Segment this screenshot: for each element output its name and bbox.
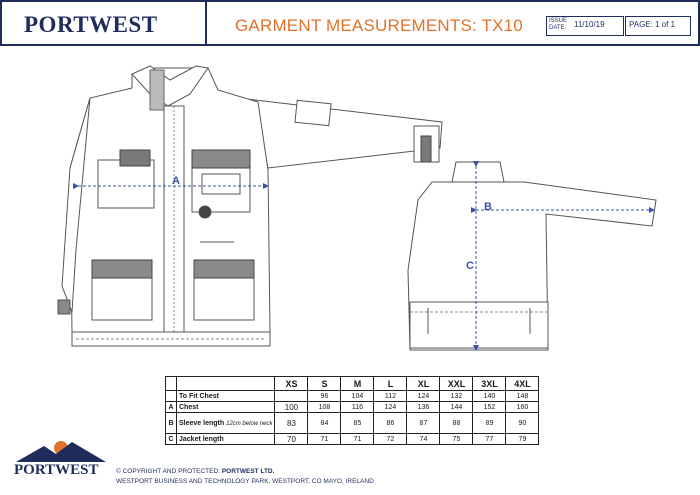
table-cell: 136 <box>407 402 440 413</box>
table-cell: 84 <box>308 413 341 434</box>
page-number-box <box>625 16 691 36</box>
label-b: B <box>484 201 492 213</box>
row-letter: B <box>166 413 177 434</box>
address: WESTPORT BUSINESS AND TECHNOLOGY PARK, WESTPORT, CO MAYO, IRELAND <box>116 478 374 485</box>
table-cell: 75 <box>440 434 473 445</box>
page-title: GARMENT MEASUREMENTS: TX10 <box>235 16 523 35</box>
issue-date-box <box>546 16 624 36</box>
brand-logo: PORTWEST <box>24 12 158 37</box>
table-cell: 86 <box>374 413 407 434</box>
table-cell: 74 <box>407 434 440 445</box>
table-row <box>166 434 539 445</box>
table-cell: 100 <box>275 402 308 413</box>
table-cell: 90 <box>506 413 539 434</box>
size-header: XS <box>275 377 308 391</box>
table-cell: 144 <box>440 402 473 413</box>
mountain-icon <box>14 436 108 464</box>
size-header: XXL <box>440 377 473 391</box>
size-chart-table <box>165 376 539 445</box>
garment-drawing <box>0 50 700 370</box>
size-header: M <box>341 377 374 391</box>
table-cell: 112 <box>374 391 407 402</box>
table-cell: 89 <box>473 413 506 434</box>
size-header: 4XL <box>506 377 539 391</box>
table-row <box>166 391 539 402</box>
row-label: Sleeve length 12cm below neck <box>177 413 275 434</box>
table-cell: 132 <box>440 391 473 402</box>
jacket-front-view <box>58 66 442 346</box>
table-cell: 85 <box>341 413 374 434</box>
table-cell: 124 <box>374 402 407 413</box>
table-cell: 116 <box>341 402 374 413</box>
size-header: L <box>374 377 407 391</box>
table-cell: 160 <box>506 402 539 413</box>
row-label: Chest <box>177 402 275 413</box>
table-cell: 79 <box>506 434 539 445</box>
table-cell: 87 <box>407 413 440 434</box>
table-cell: 83 <box>275 413 308 434</box>
size-header: S <box>308 377 341 391</box>
row-label: Jacket length <box>177 434 275 445</box>
row-note: 12cm below neck <box>226 420 273 427</box>
table-cell: 72 <box>374 434 407 445</box>
table-cell: 140 <box>473 391 506 402</box>
table-cell: 71 <box>341 434 374 445</box>
table-cell: 71 <box>308 434 341 445</box>
table-cell: 104 <box>341 391 374 402</box>
issue-date-label: ISSUE DATE: <box>549 18 568 31</box>
size-header: XL <box>407 377 440 391</box>
footer-logo <box>14 436 108 480</box>
table-cell: 77 <box>473 434 506 445</box>
table-cell: 96 <box>308 391 341 402</box>
page-value: 1 of 1 <box>655 20 676 29</box>
row-label: To Fit Chest <box>177 391 275 402</box>
table-cell: 88 <box>440 413 473 434</box>
table-row <box>166 402 539 413</box>
table-row <box>166 413 539 434</box>
row-letter: A <box>166 402 177 413</box>
table-cell: 124 <box>407 391 440 402</box>
footer-brand: PORTWEST <box>14 462 99 478</box>
size-header-row <box>166 377 539 391</box>
issue-date-value: 11/10/19 <box>574 20 605 29</box>
table-cell <box>275 391 308 402</box>
jacket-back-view <box>408 162 656 350</box>
size-header: 3XL <box>473 377 506 391</box>
table-cell: 108 <box>308 402 341 413</box>
copyright-notice: © COPYRIGHT AND PROTECTED: PORTWEST LTD. WESTPORT BUSINESS AND TECHNOLOGY PARK, WESTPORT, CO MAYO, IRELAND <box>116 468 374 485</box>
table-cell: 70 <box>275 434 308 445</box>
table-cell: 148 <box>506 391 539 402</box>
page-label: PAGE: <box>629 20 653 29</box>
label-a: A <box>172 175 180 187</box>
label-c: C <box>466 260 474 272</box>
header-bar <box>0 0 700 46</box>
row-letter: C <box>166 434 177 445</box>
divider <box>205 2 207 44</box>
table-cell: 152 <box>473 402 506 413</box>
